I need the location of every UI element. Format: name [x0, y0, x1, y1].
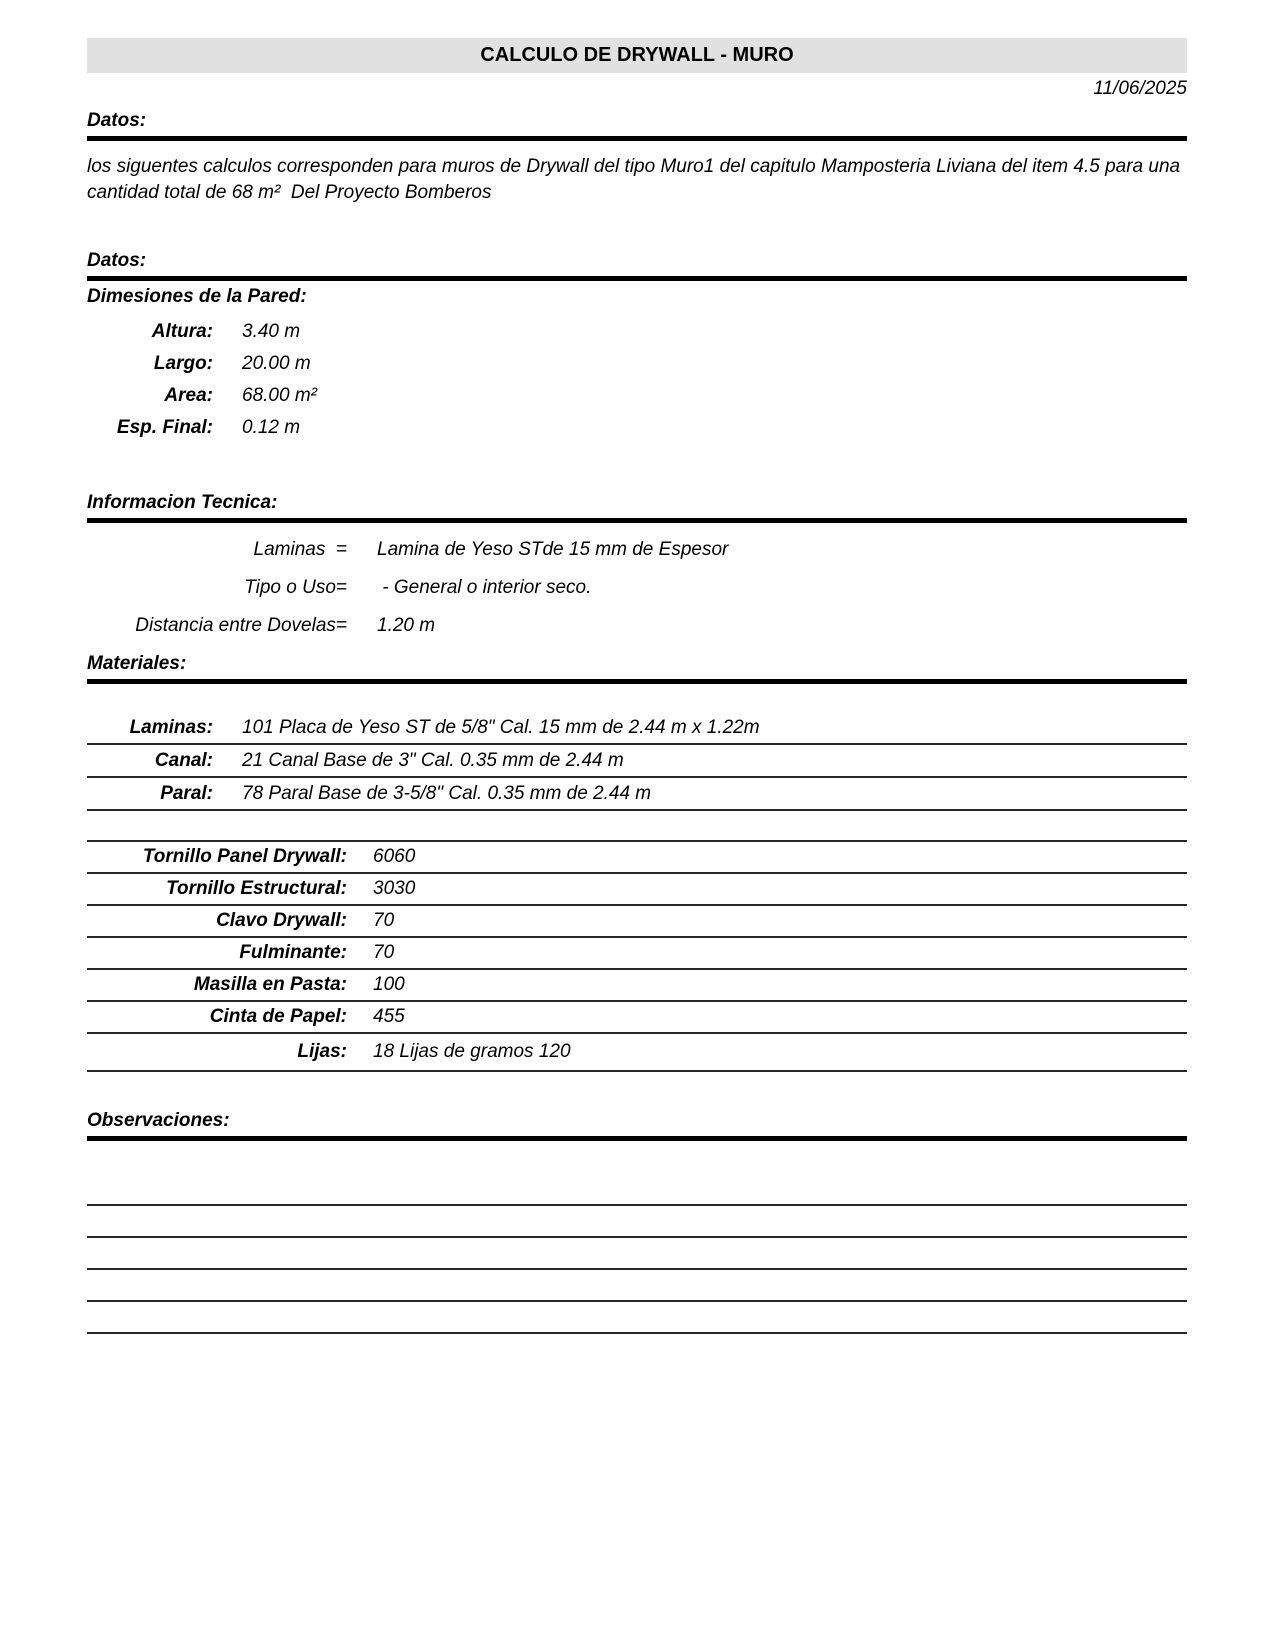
title-banner [87, 38, 1187, 73]
info-label: Laminas = [253, 539, 347, 560]
date-row [87, 76, 1187, 102]
dimensiones-table [87, 316, 1187, 444]
cantidad-value: 18 Lijas de gramos 120 [373, 1041, 571, 1062]
material-row-laminas [87, 712, 1187, 745]
cantidad-row-lijas [87, 1034, 1187, 1072]
info-row-tipo-uso [87, 569, 1187, 607]
section-heading-materiales: Materiales: [87, 653, 1187, 684]
info-value: Lamina de Yeso STde 15 mm de Espesor [377, 539, 729, 560]
material-row-canal [87, 745, 1187, 778]
dimension-value: 68.00 m² [242, 385, 317, 406]
cantidad-label: Tornillo Estructural: [166, 878, 347, 899]
cantidad-label: Tornillo Panel Drywall: [142, 846, 347, 867]
materiales-cantidades-table [87, 842, 1187, 1072]
section-heading-observaciones: Observaciones: [87, 1110, 1187, 1141]
cantidad-value: 6060 [373, 846, 416, 867]
cantidad-row-clavo-drywall [87, 906, 1187, 938]
dimension-value: 3.40 m [242, 321, 301, 342]
info-value: - General o interior seco. [377, 577, 592, 598]
dimension-label: Altura: [151, 321, 213, 342]
section-heading-datos-dimensiones: Datos: [87, 250, 1187, 281]
dimension-row-largo [87, 348, 1187, 380]
document-date: 11/06/2025 [1093, 78, 1187, 99]
materiales-items-table [87, 712, 1187, 811]
cantidad-label: Fulminante: [239, 942, 347, 963]
dimension-label: Largo: [153, 353, 213, 374]
info-row-laminas [87, 531, 1187, 569]
material-label: Laminas: [129, 717, 213, 738]
page-title: CALCULO DE DRYWALL - MURO [480, 44, 794, 66]
document-content [87, 0, 1187, 1334]
material-label: Canal: [154, 750, 213, 771]
cantidad-value: 70 [373, 942, 395, 963]
observaciones-blank-line [87, 1141, 1187, 1206]
dimension-row-esp-final [87, 412, 1187, 444]
dimension-row-altura [87, 316, 1187, 348]
cantidad-row-fulminante [87, 938, 1187, 970]
dimension-value: 20.00 m [242, 353, 311, 374]
cantidad-row-cinta-papel [87, 1002, 1187, 1034]
cantidad-label: Clavo Drywall: [216, 910, 347, 931]
observaciones-blank-line [87, 1206, 1187, 1238]
material-value: 101 Placa de Yeso ST de 5/8" Cal. 15 mm de 2.44 m x 1.22m [242, 717, 760, 738]
intro-paragraph: los siguentes calculos corresponden para muros de Drywall del tipo Muro1 del capitulo Mamposteria Liviana del item 4.5 para una cantidad total de 68 m² Del Proyecto Bomberos [87, 156, 1186, 203]
material-value: 78 Paral Base de 3-5/8" Cal. 0.35 mm de 2.44 m [242, 783, 652, 804]
info-value: 1.20 m [377, 615, 436, 636]
cantidad-label: Lijas: [297, 1041, 347, 1062]
dimension-label: Esp. Final: [116, 417, 213, 438]
observaciones-blank-line [87, 1302, 1187, 1334]
material-value: 21 Canal Base de 3" Cal. 0.35 mm de 2.44 m [242, 750, 624, 771]
dimension-label: Area: [164, 385, 213, 406]
material-label: Paral: [160, 783, 213, 804]
info-row-distancia-dovelas [87, 607, 1187, 645]
cantidad-row-tornillo-estructural [87, 874, 1187, 906]
observaciones-blank-line [87, 1238, 1187, 1270]
section-heading-informacion-tecnica: Informacion Tecnica: [87, 492, 1187, 523]
spacer-ruled-row [87, 811, 1187, 842]
cantidad-value: 455 [373, 1006, 405, 1027]
cantidad-value: 70 [373, 910, 395, 931]
cantidad-row-masilla [87, 970, 1187, 1002]
cantidad-row-tornillo-panel [87, 842, 1187, 874]
cantidad-value: 3030 [373, 878, 416, 899]
cantidad-value: 100 [373, 974, 405, 995]
cantidad-label: Masilla en Pasta: [193, 974, 347, 995]
subheading-dimensiones-pared: Dimesiones de la Pared: [87, 286, 307, 307]
info-label: Distancia entre Dovelas= [135, 615, 347, 636]
observaciones-blank-line [87, 1270, 1187, 1302]
observaciones-lines [87, 1141, 1187, 1334]
info-label: Tipo o Uso= [244, 577, 347, 598]
dimension-row-area [87, 380, 1187, 412]
section-heading-datos-intro: Datos: [87, 110, 1187, 141]
informacion-tecnica-table [87, 531, 1187, 645]
cantidad-label: Cinta de Papel: [209, 1006, 347, 1027]
dimension-value: 0.12 m [242, 417, 301, 438]
material-row-paral [87, 778, 1187, 811]
